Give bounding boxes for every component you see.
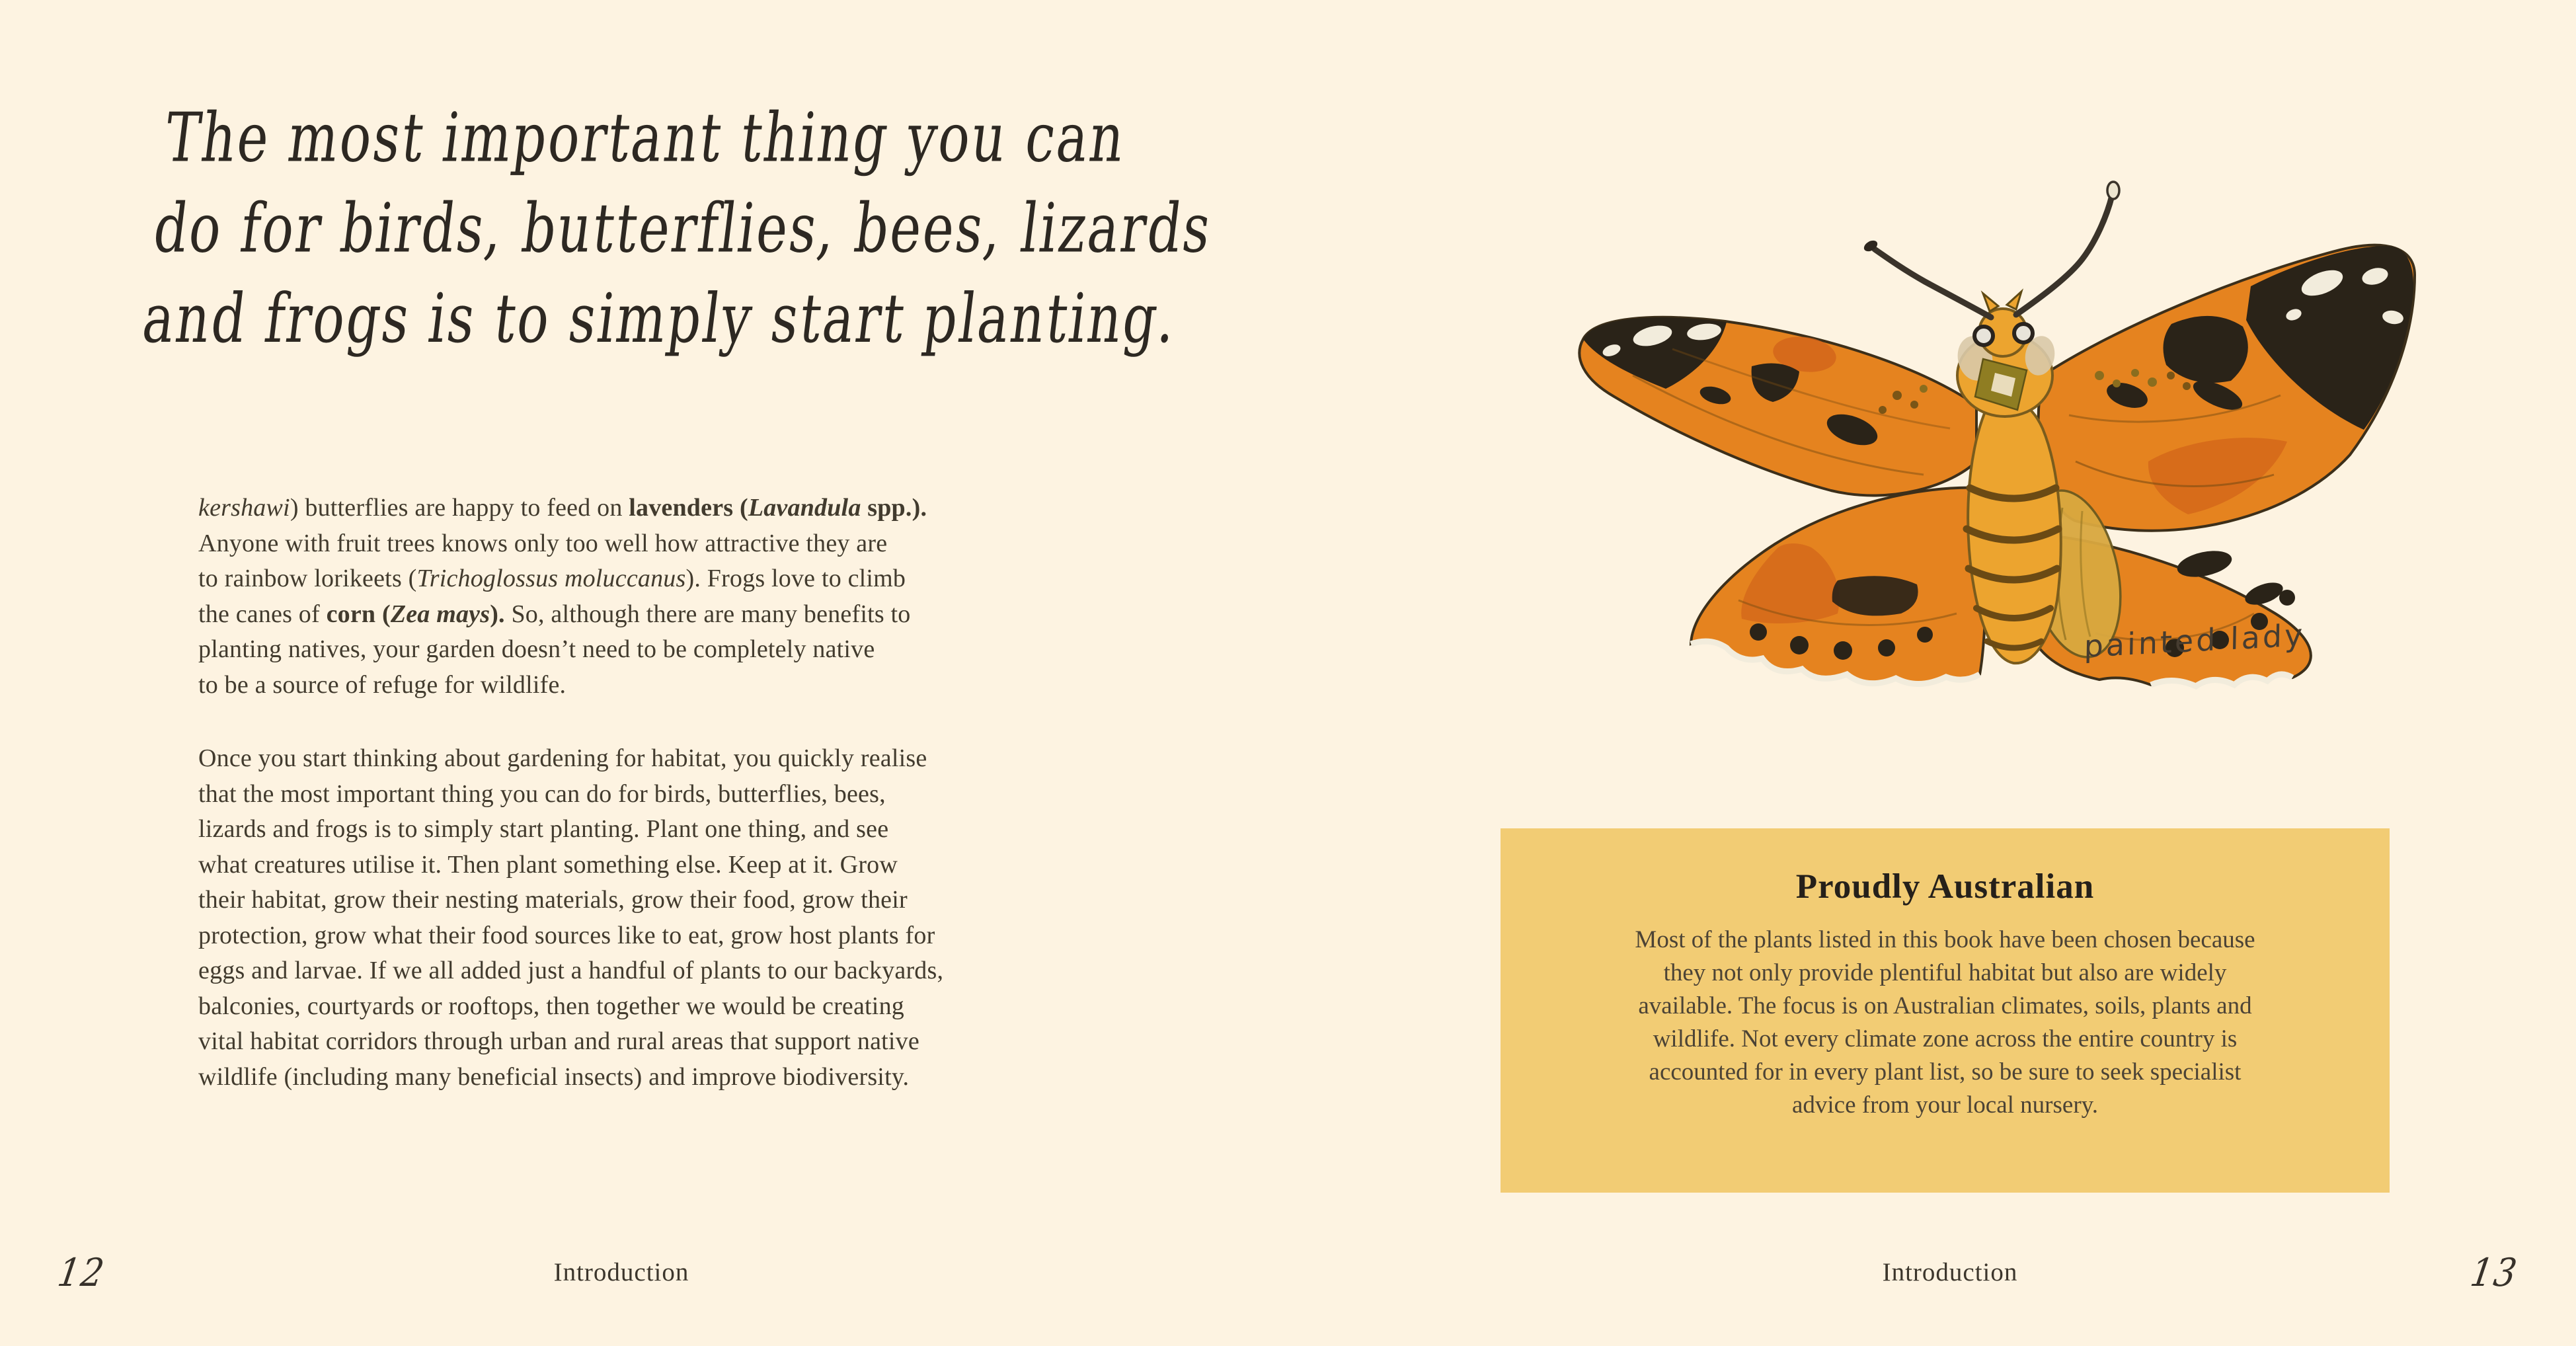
- paragraph-1: kershawi) butterflies are happy to feed on lavenders (Lavandula spp.). Anyone with fruit trees knows only too well how attractive they are to rainbow lorikeets (Trichoglossus moluccanus). Frogs love to climb the canes of corn (Zea mays). So, although there are many benefits to planting natives, your garden doesn’t need to be completely native to be a source of refuge for wildlife.: [198, 494, 927, 699]
- running-footer-left: Introduction: [553, 1258, 689, 1287]
- pull-quote: The most important thing you can do for birds, butterflies, bees, lizards and frogs is to simply start planting.: [138, 98, 1217, 358]
- info-box-title: Proudly Australian: [1795, 867, 2095, 906]
- info-box: [1501, 828, 2390, 1193]
- info-box-body: Most of the plants listed in this book have been chosen because they not only provide plentiful habitat but also are widely available. The focus is on Australian climates, soils, plants and wildlife. Not every climate zone across the entire country is accounted for in every plant list, so be sure to seek specialist advice from your local nursery.: [1635, 926, 2255, 1119]
- running-footer-right: Introduction: [1882, 1258, 2018, 1287]
- butterfly-eye-right: [2014, 324, 2033, 342]
- page-number-left: 12: [54, 1251, 108, 1296]
- butterfly-antennae: [1862, 182, 2119, 317]
- left-hindwing: [1691, 488, 1986, 684]
- left-forewing: [1579, 317, 1976, 496]
- butterfly-eye-left: [1974, 327, 1993, 345]
- body-text-column: [198, 491, 1137, 1095]
- page-number-right: 13: [2467, 1251, 2521, 1296]
- illustration-caption: painted lady: [2084, 617, 2306, 664]
- right-forewing: [2038, 245, 2415, 531]
- paragraph-2: Once you start thinking about gardening for habitat, you quickly realise that the most important thing you can do for birds, butterflies, bees, lizards and frogs is to simply start planting. Plant one thing, and see what creatures utilise it. Then plant something else. Keep at it. Grow their habitat, grow their nesting materials, grow their food, grow their protection, grow what their food sources like to eat, grow host plants for eggs and larvae. If we all added just a handful of plants to our backyards, balconies, courtyards or rooftops, then together we would be creating vital habitat corridors through urban and rural areas that support native wildlife (including many beneficial insects) and improve biodiversity.: [198, 744, 944, 1091]
